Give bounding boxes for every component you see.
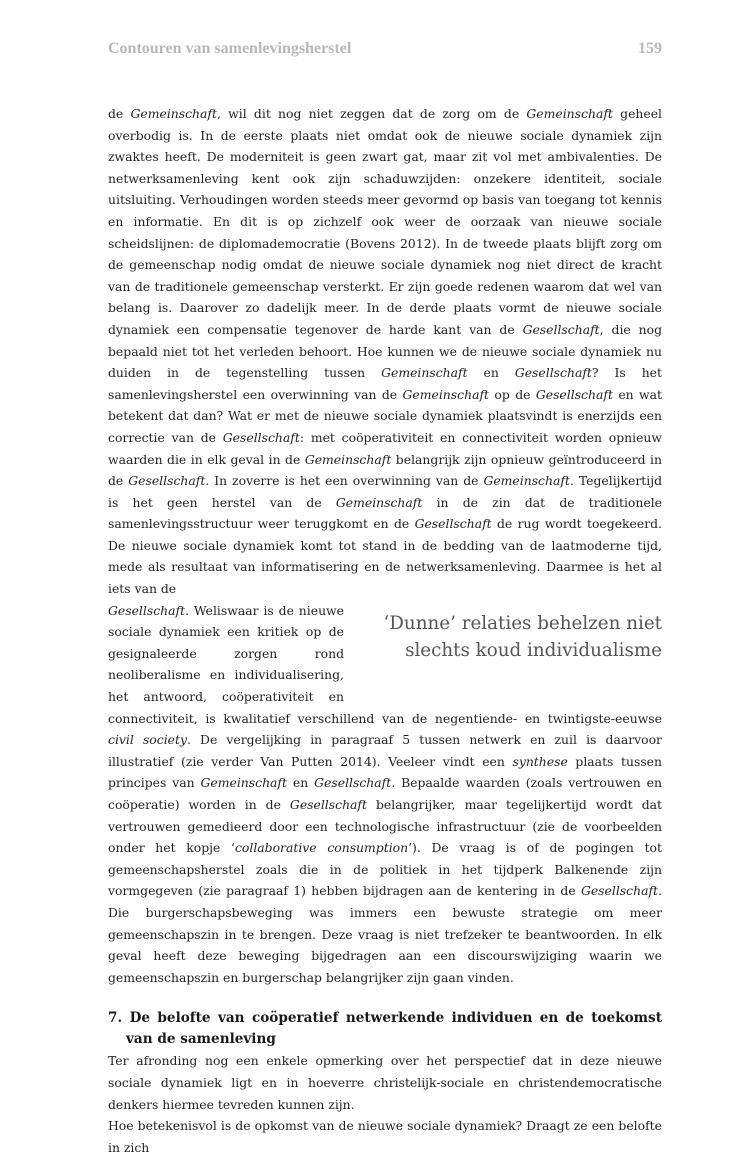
page-number: 159: [638, 40, 662, 57]
pull-quote: [356, 600, 662, 696]
page-text: de Gemeinschaft, wil dit nog niet zeggen dat de zorg om de Gemeinschaft geheel overbodig is. In de eerste plaats niet omdat ook de nieuwe sociale dynamiek zijn zwaktes heeft. De moderniteit is geen zwart gat, maar zit vol met ambivalenties. De netwerksamenleving kent ook zijn schaduwzijden: onzekere identiteit, sociale uitsluiting. Verhoudingen worden steeds meer gevormd op basis van toegang tot kennis en informatie. En dit is op zichzelf ook weer de oorzaak van nieuwe sociale scheidslijnen: de diplomademocratie (Bovens 2012). In de tweede plaats blijft zorg om de gemeenschap nodig omdat de nieuwe sociale dynamiek nog niet direct de kracht van de traditionele gemeenschap versterkt. Er zijn goede redenen waarom dat wel van belang is. Daarover zo dadelijk meer. In de derde plaats vormt de nieuwe sociale dynamiek een compensatie tegenover de harde kant van de Gesellschaft, die nog bepaald niet tot het verleden behoort. Hoe kunnen we de nieuwe sociale dynamiek nu duiden in de tegenstelling tussen Gemeinschaft en Gesellschaft? Is het samenlevingsherstel een overwinning van de Gemeinschaft op de Gesellschaft en wat betekent dat dan? Wat er met de nieuwe sociale dynamiek plaatsvindt is enerzijds een correctie van de Gesellschaft: met coöperativiteit en connectiviteit worden opnieuw waarden die in elk geval in de Gemeinschaft belangrijk zijn opnieuw geïntroduceerd in de Gesellschaft. In zoverre is het een overwinning van de Gemeinschaft. Tegelijkertijd is het geen herstel van de Gemeinschaft in de zin dat de traditionele samenlevingsstructuur weer teruggkomt en de Gesellschaft de rug wordt toegekeerd. De nieuwe sociale dynamiek komt tot stand in de bedding van de laatmoderne tijd, mede als resultaat van informatisering en de netwerksamenleving. Daarmee is het al iets van de ‘Dunne’ relaties behelzen niet slechts koud individualisme Gesellschaft. Weliswaar is de nieuwe sociale dynamiek een kritiek op de gesignaleerde zorgen rond neoliberalisme en individualisering, het antwoord, coöperativiteit en connectiviteit, is kwalitatief verschillend van de negentiende- en twintigste-eeuwse civil society. De vergelijking in paragraaf 5 tussen netwerk en zuil is daarvoor illustratief (zie verder Van Putten 2014). Veeleer vindt een synthese plaats tussen principes van Gemeinschaft en Gesellschaft. Bepaalde waarden (zoals vertrouwen en coöperatie) worden in de Gesellschaft belangrijker, maar tegelijkertijd wordt dat vertrouwen gemedieerd door een technologische infrastructuur (zie de voorbeelden onder het kopje ‘collaborative consumption’). De vraag is of de pogingen tot gemeenschapsherstel zoals die in de politiek in het tijdperk Balkenende zijn vormgegeven (zie paragraaf 1) hebben bijdragen aan de kentering in de Gesellschaft. Die burgerschapsbeweging was immers een bewuste strategie om meer gemeenschapszin in te brengen. Deze vraag is niet trefzeker te beantwoorden. In elk geval heeft deze beweging bijgedragen aan een discourswijziging waarin we gemeenschapszin en burgerschap belangrijker zijn gaan vinden. 7. De belofte van coöperatief netwerkende individuen en de toekomst van de samenleving Ter afronding nog een enkele opmerking over het perspectief dat in deze nieuwe sociale dynamiek ligt en in hoeverre christelijk-sociale en christendemocratische denkers hiermee tevreden kunnen zijn. Hoe betekenisvol is de opkomst van de nieuwe sociale dynamiek? Draagt ze een belofte in zich: [108, 103, 662, 1158]
pull-quote-line: ‘Dunne’ relaties behelzen niet: [383, 612, 662, 634]
section-paragraph: Ter afronding nog een enkele opmerking over het perspectief dat in deze nieuwe sociale dynamiek ligt en in hoeverre christelijk-sociale en christendemocratische denkers hiermee tevreden kunnen zijn.: [108, 1053, 662, 1112]
section-heading: 7. De belofte van coöperatief netwerkende individuen en de toekomst van de samenleving: [108, 1010, 662, 1048]
pull-quote-line: slechts koud individualisme: [405, 639, 662, 661]
section-paragraph: Hoe betekenisvol is de opkomst van de nieuwe sociale dynamiek? Draagt ze een belofte in zich: [108, 1118, 662, 1155]
running-title: Contouren van samenlevingsherstel: [108, 40, 352, 57]
body-paragraph: de Gemeinschaft, wil dit nog niet zeggen dat de zorg om de Gemeinschaft geheel overbodig is. In de eerste plaats niet omdat ook de nieuwe sociale dynamiek zijn zwaktes heeft. De moderniteit is geen zwart gat, maar zit vol met ambivalenties. De netwerksamenleving kent ook zijn schaduwzijden: onzekere identiteit, sociale uitsluiting. Verhoudingen worden steeds meer gevormd op basis van toegang tot kennis en informatie. En dit is op zichzelf ook weer de oorzaak van nieuwe sociale scheidslijnen: de diplomademocratie (Bovens 2012). In de tweede plaats blijft zorg om de gemeenschap nodig omdat de nieuwe sociale dynamiek nog niet direct de kracht van de traditionele gemeenschap versterkt. Er zijn goede redenen waarom dat wel van belang is. Daarover zo dadelijk meer. In de derde plaats vormt de nieuwe sociale dynamiek een compensatie tegenover de harde kant van de Gesellschaft, die nog bepaald niet tot het verleden behoort. Hoe kunnen we de nieuwe sociale dynamiek nu duiden in de tegenstelling tussen Gemeinschaft en Gesellschaft? Is het samenlevingsherstel een overwinning van de Gemeinschaft op de Gesellschaft en wat betekent dat dan? Wat er met de nieuwe sociale dynamiek plaatsvindt is enerzijds een correctie van de Gesellschaft: met coöperativiteit en connectiviteit worden opnieuw waarden die in elk geval in de Gemeinschaft belangrijk zijn opnieuw geïntroduceerd in de Gesellschaft. In zoverre is het een overwinning van de Gemeinschaft. Tegelijkertijd is het geen herstel van de Gemeinschaft in de zin dat de traditionele samenlevingsstructuur weer teruggkomt en de Gesellschaft de rug wordt toegekeerd. De nieuwe sociale dynamiek komt tot stand in de bedding van de laatmoderne tijd, mede als resultaat van informatisering en de netwerksamenleving. Daarmee is het al iets van de: [108, 106, 663, 597]
